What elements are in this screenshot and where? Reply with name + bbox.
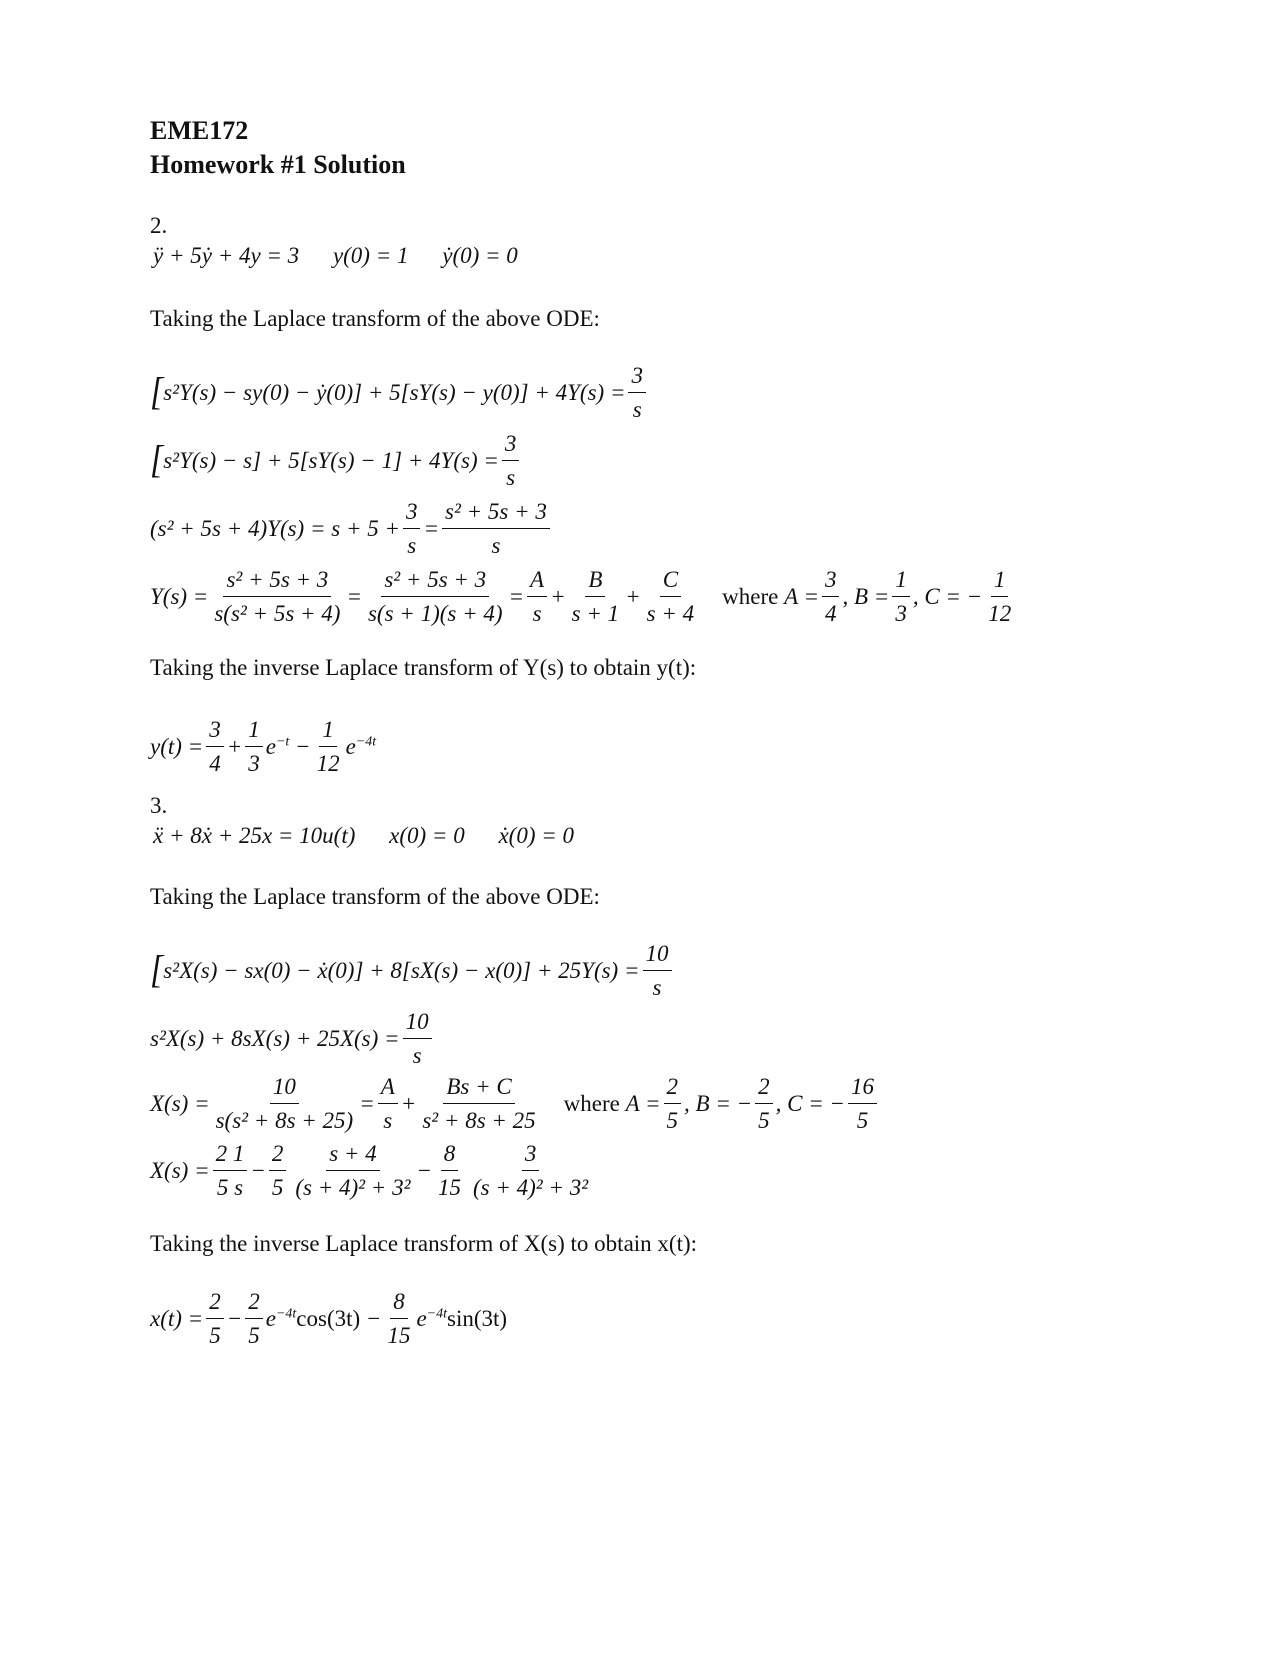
equation-lhs: s²X(s) + 8sX(s) + 25X(s) = [150, 1025, 400, 1051]
bracket: [ [150, 948, 164, 992]
var-b: , B = − [684, 1090, 753, 1116]
equation-lhs: s²X(s) − sx(0) − ẋ(0)] + 8[sX(s) − x(0)] + 25Y(s) = [163, 957, 640, 983]
exp-term: $e^{-4t}$ [345, 733, 377, 759]
fraction: $\frac{3}{s}$ [628, 364, 646, 421]
exp-term: $e^{-t}$ [265, 733, 290, 759]
var-a: A = [625, 1090, 661, 1116]
fraction: $\frac{C}{s + 4}$ [646, 567, 695, 626]
problem-2-solution [150, 718, 376, 775]
plus-sign: + [625, 583, 641, 609]
var-c: , C = − [775, 1090, 845, 1116]
plus-sign: + [400, 1090, 417, 1116]
problem-3-eq-4 [150, 1142, 594, 1199]
plus-sign: + [550, 583, 566, 609]
fraction: $\frac{2 1}{5 s}$ [213, 1142, 248, 1199]
fraction: $\frac{10}{s}$ [403, 1010, 432, 1067]
problem-2-eq-1 [150, 364, 649, 421]
plus-sign: + [226, 733, 243, 759]
fraction: $\frac{1}{12}$ [316, 717, 340, 776]
ode-equation: ÿ + 5ẏ + 4y = 3 [153, 243, 300, 268]
var-a: A = [784, 583, 819, 609]
inverse-step-text-2: Taking the inverse Laplace transform of Y(s) to obtain y(t): [150, 655, 697, 680]
minus-sign: − [416, 1157, 433, 1183]
var-b: , B = [842, 583, 890, 609]
equation-lhs: x(t) = [150, 1305, 204, 1331]
initial-condition-2: ẋ(0) = 0 [498, 823, 575, 848]
page-title: Homework #1 Solution [150, 150, 406, 179]
equals-sign: = [508, 583, 525, 609]
fraction: $\frac{10}{s}$ [643, 942, 672, 999]
fraction: $\frac{8}{15}$ [387, 1289, 411, 1348]
bracket: [ [150, 438, 164, 482]
sin-term: sin(3t) [447, 1305, 508, 1331]
fraction: $\frac{A}{s}$ [527, 568, 547, 625]
equation-lhs: X(s) = [150, 1090, 210, 1116]
fraction: $\frac{3}{4}$ [206, 718, 224, 775]
initial-condition-1: y(0) = 1 [332, 243, 409, 268]
fraction: $\frac{A}{s}$ [378, 1075, 398, 1132]
laplace-step-text-2: Taking the Laplace transform of the above ODE: [150, 306, 600, 331]
fraction: $\frac{3}{s}$ [403, 500, 421, 557]
fraction: $\frac{2}{5}$ [664, 1075, 682, 1132]
ode-equation: ẍ + 8ẋ + 25x = 10u(t) [153, 823, 356, 848]
fraction: $\frac{\text{s² + 5s + 3}}{\text{s(s² + 5s + 4)}}$ [214, 567, 341, 626]
problem-3-eq-3 [150, 1075, 880, 1132]
fraction: $\frac{2}{5}$ [755, 1075, 773, 1132]
equation-lhs: (s² + 5s + 4)Y(s) = s + 5 + [150, 515, 400, 541]
var-c: , C = − [912, 583, 983, 609]
fraction: $\frac{3}{4}$ [822, 568, 840, 625]
fraction: $\frac{s + 4}{\text{(s + 4)² + 3²}}$ [295, 1141, 411, 1200]
fraction: $\frac{2}{5}$ [269, 1142, 287, 1199]
fraction: $\frac{2}{5}$ [245, 1290, 263, 1347]
fraction: $\frac{1}{3}$ [892, 568, 910, 625]
problem-3-eq-2 [150, 1010, 435, 1067]
fraction: $\frac{1}{3}$ [245, 718, 263, 775]
minus-sign: − [250, 1157, 266, 1183]
where-label: where [722, 583, 779, 609]
equation-lhs: s²Y(s) − sy(0) − ẏ(0)] + 5[sY(s) − y(0)] + 4Y(s) = [163, 379, 626, 405]
equation-lhs: s²Y(s) − s] + 5[sY(s) − 1] + 4Y(s) = [163, 447, 499, 473]
fraction: $\frac{\text{s² + 5s + 3}}{s}$ [442, 500, 550, 557]
initial-condition-1: x(0) = 0 [389, 823, 465, 848]
equation-lhs: X(s) = [150, 1157, 210, 1183]
problem-2-eq-3 [150, 500, 553, 557]
fraction: $\frac{16}{5}$ [848, 1075, 877, 1132]
problem-2-eq-2 [150, 432, 522, 489]
problem-2-ode [153, 242, 518, 270]
fraction: $\frac{10}{\text{s(s² + 8s + 25)}}$ [215, 1074, 354, 1133]
fraction: $\frac{B}{s + 1}$ [571, 567, 620, 626]
cos-term: cos(3t) [296, 1305, 361, 1331]
fraction: $\frac{\text{s² + 5s + 3}}{s(s + 1)(s + 4)}$ [367, 567, 503, 626]
course-title: EME172 [150, 116, 249, 145]
equation-lhs: y(t) = [150, 733, 204, 759]
equals-sign: = [346, 583, 362, 609]
minus-sign: − [360, 1305, 382, 1331]
where-label: where [563, 1090, 620, 1116]
fraction: $\frac{Bs + C}{\text{s² + 8s + 25}}$ [422, 1074, 536, 1133]
problem-3-ode [153, 822, 574, 850]
exp-term: $e^{-4t}$ [416, 1305, 447, 1331]
fraction: $\frac{3}{\text{(s + 4)² + 3²}}$ [473, 1141, 589, 1200]
exp-term: $e^{-4t}$ [265, 1305, 297, 1331]
laplace-step-text-3: Taking the Laplace transform of the above ODE: [150, 884, 600, 909]
problem-3-number: 3. [150, 793, 168, 818]
equation-lhs: Y(s) = [150, 583, 209, 609]
fraction: $\frac{8}{15}$ [438, 1141, 462, 1200]
problem-2-number: 2. [150, 213, 168, 238]
minus-sign: − [289, 733, 311, 759]
fraction: $\frac{2}{5}$ [206, 1290, 224, 1347]
bracket: [ [150, 370, 164, 414]
problem-3-solution [150, 1290, 507, 1347]
equals-sign: = [359, 1090, 375, 1116]
fraction: $\frac{1}{12}$ [988, 567, 1012, 626]
problem-3-eq-1 [150, 942, 675, 999]
problem-2-eq-4 [150, 568, 1017, 625]
fraction: $\frac{3}{s}$ [502, 432, 520, 489]
equals-sign: = [423, 515, 440, 541]
inverse-step-text-3: Taking the inverse Laplace transform of X(s) to obtain x(t): [150, 1231, 698, 1256]
minus-sign: − [226, 1305, 243, 1331]
initial-condition-2: ẏ(0) = 0 [442, 243, 518, 268]
